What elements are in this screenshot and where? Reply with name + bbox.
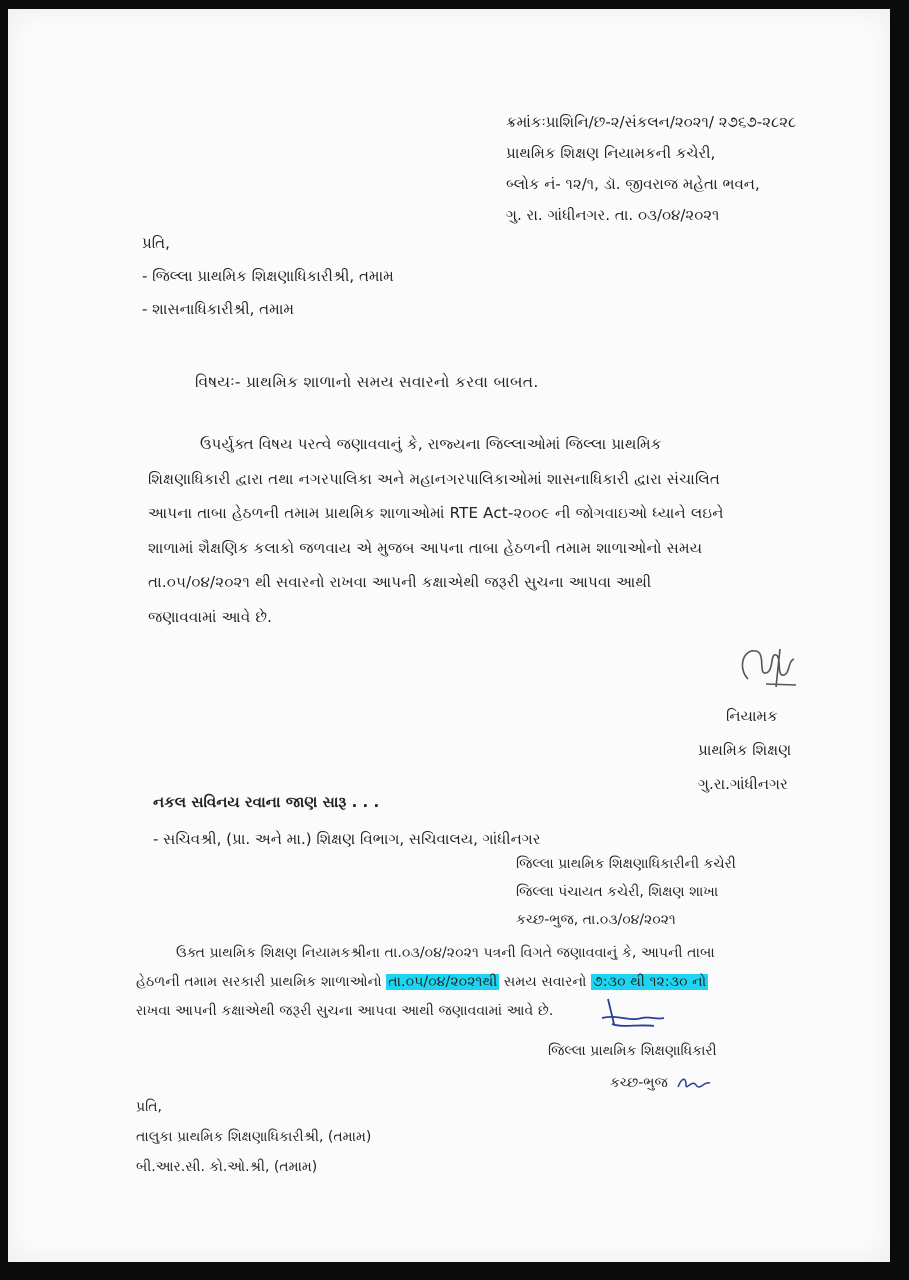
body-line-4: શાળામાં શૈક્ષણિક કલાકો જળવાય એ મુજબ આપના તાબા હેઠળની તમામ શાળાઓનો સમય — [148, 538, 703, 557]
endorsement-to-label: પ્રતિ, — [136, 1099, 162, 1115]
body-line-2: શિક્ષણાધિકારી દ્વારા તથા નગરપાલિકા અને મહાનગરપાલિકાઓમાં શાસનાધિકારી દ્વારા સંચાલિત — [148, 469, 721, 488]
recipient-1: - જિલ્લા પ્રાથમિક શિક્ષણાધિકારીશ્રી, તમામ — [142, 267, 394, 285]
place-date: ગુ. રા. ગાંધીનગર. તા. ૦૩/૦૪/૨૦૨૧ — [506, 206, 720, 224]
body-line-5: તા.૦૫/૦૪/૨૦૨૧ થી સવારનો રાખવા આપની કક્ષાએથી જરૂરી સુચના આપવા આથી — [148, 573, 652, 591]
highlight-time: ૭:૩૦ થી ૧૨:૩૦ નો — [593, 974, 707, 990]
initials-scribble — [674, 1071, 714, 1095]
to-label: પ્રતિ, — [142, 234, 170, 252]
office-address: બ્લોક નં- ૧૨/૧, ડૉ. જીવરાજ મહેતા ભવન, — [506, 175, 760, 193]
designation-title: નિયામક — [726, 707, 778, 725]
endorsement-office-line-1: જિલ્લા પ્રાથમિક શિક્ષણાધિકારીની કચેરી — [516, 856, 736, 872]
letter-header — [506, 107, 886, 231]
body-line-6: જણાવવામાં આવે છે. — [148, 607, 273, 626]
endorsement-line-3: રાખવા આપની કક્ષાએથી જરૂરી સુચના આપવા આથી જણાવવામાં આવે છે. — [136, 1003, 554, 1019]
copy-label: નકલ સવિનય રવાના જાણ સારૂ . . . — [153, 793, 380, 811]
designation-place: ગુ.રા.ગાંધીનગર — [698, 775, 788, 793]
endorsement-place: કચ્છ-ભુજ — [610, 1075, 668, 1091]
endorsement-office-line-2: જિલ્લા પંચાયત કચેરી, શિક્ષણ શાખા — [516, 884, 719, 900]
endorsement-recipient-1: તાલુકા પ્રાથમિક શિક્ષણાધિકારીશ્રી, (તમામ) — [136, 1129, 372, 1145]
endorsement-recipients — [136, 1092, 371, 1182]
endorsement-office-line-3: કચ્છ-ભુજ, તા.૦૩/૦૪/૨૦૨૧ — [516, 912, 676, 928]
recipients — [142, 227, 394, 326]
endorsement-recipient-2: બી.આર.સી. કો.ઓ.શ્રી, (તમામ) — [136, 1159, 318, 1175]
reference-number: ક્રમાંકઃપ્રાશિનિ/છ-૨/સંકલન/૨૦૨૧/ ૨૭૬૭-૨૮૨૮ — [506, 113, 797, 131]
endorsement-line-2b: સમય સવારનો — [499, 974, 592, 990]
endorsement-office — [516, 850, 736, 934]
body-line-1: ઉપર્યુક્ત વિષય પરત્વે જણાવવાનું કે, રાજ્યના જિલ્લાઓમાં જિલ્લા પ્રાથમિક — [200, 435, 662, 453]
subject-line: વિષયઃ- પ્રાથમિક શાળાનો સમય સવારનો કરવા બાબત. — [195, 373, 539, 391]
office-name: પ્રાથમિક શિક્ષણ નિયામકની કચેરી, — [506, 144, 716, 162]
body-line-3: આપના તાબા હેઠળની તમામ પ્રાથમિક શાળાઓમાં RTE Act-૨૦૦૯ ની જોગવાઇઓ ધ્યાને લઇને — [148, 504, 724, 522]
designation-dept: પ્રાથમિક શિક્ષણ — [698, 741, 792, 759]
endorsement-line-2 — [136, 968, 776, 997]
endorsement-signatory: જિલ્લા પ્રાથમિક શિક્ષણાધિકારી — [548, 1043, 717, 1059]
endorsement-line-1: ઉક્ત પ્રાથમિક શિક્ષણ નિયામકશ્રીના તા.૦૩/૦૪/૨૦૨૧ પત્રની વિગતે જણાવવાનું કે, આપની તાબા — [176, 945, 715, 961]
endorsement-line-2a: હેઠળની તમામ સરકારી પ્રાથમિક શાળાઓનો — [136, 974, 387, 990]
director-designation — [698, 699, 838, 801]
endorsement-body — [136, 939, 776, 1026]
letter-body — [148, 427, 838, 634]
officer-signature — [598, 994, 668, 1034]
copy-recipient: - સચિવશ્રી, (પ્રા. અને મા.) શિક્ષણ વિભાગ, સચિવાલય, ગાંધીનગર — [153, 830, 541, 848]
letter-page — [8, 9, 890, 1262]
recipient-2: - શાસનાધિકારીશ્રી, તમામ — [142, 300, 294, 318]
director-signature — [736, 639, 806, 694]
highlight-date: તા.૦૫/૦૪/૨૦૨૧થી — [388, 974, 498, 990]
